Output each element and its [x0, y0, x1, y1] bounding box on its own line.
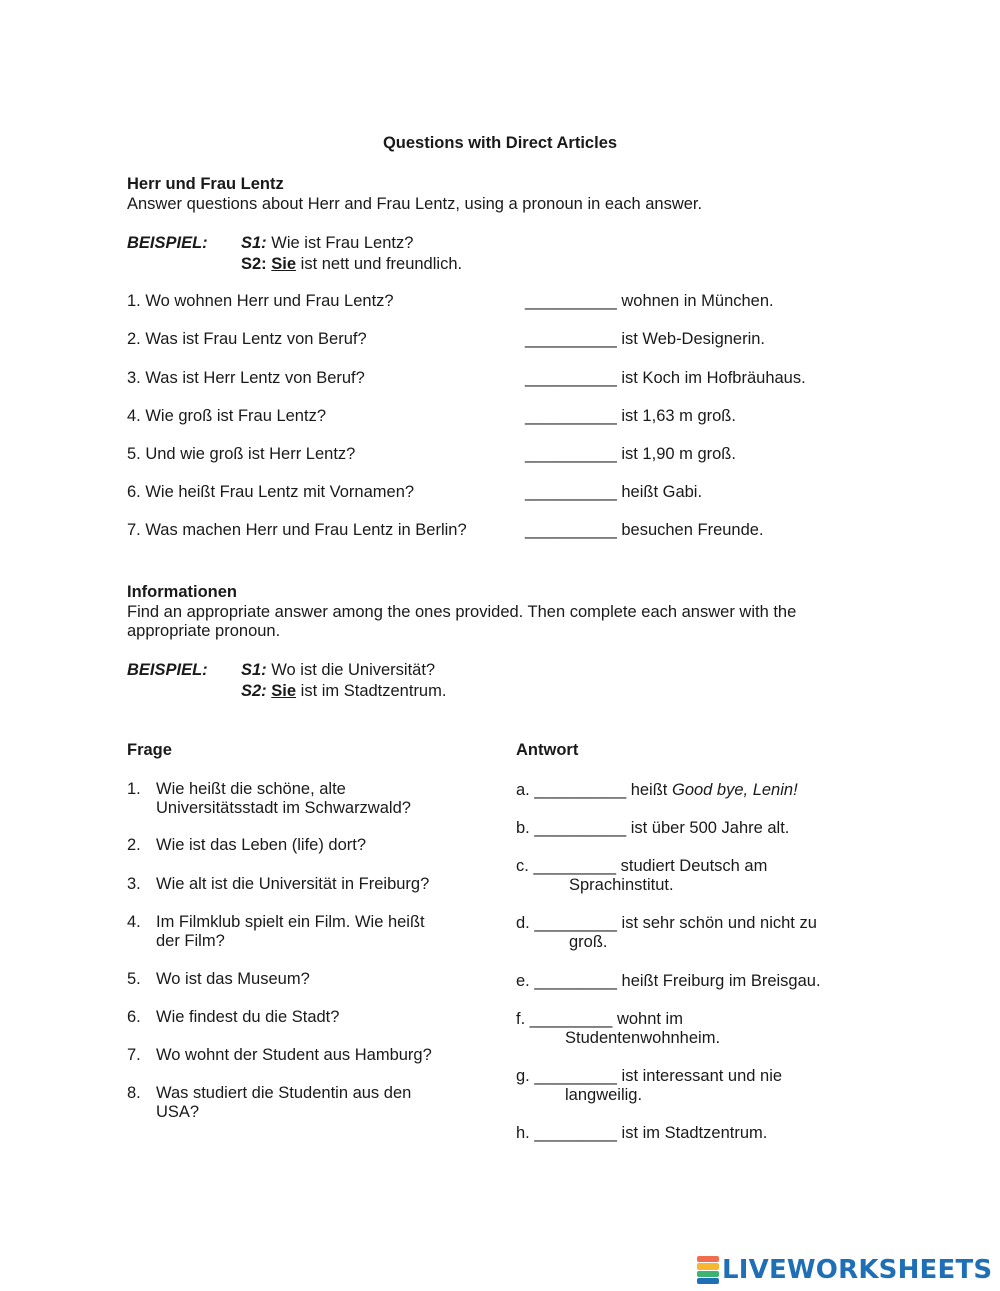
answer-option: [516, 913, 817, 933]
answer-text: ist interessant und nie: [616, 1067, 783, 1085]
question-text: Wie findest du die Stadt?: [156, 1008, 340, 1026]
answer-letter: c.: [516, 857, 529, 875]
answer-text: ist Web-Designerin.: [616, 330, 766, 348]
question-number: 1.: [127, 780, 141, 798]
answer-film-title: Good bye, Lenin!: [671, 781, 798, 799]
answer-text: heißt: [626, 781, 672, 799]
s2-text: ist im Stadtzentrum.: [296, 682, 447, 700]
question-text: Wo wohnt der Student aus Hamburg?: [156, 1046, 432, 1064]
question-number: 2.: [127, 836, 141, 854]
example1-label: BEISPIEL:: [127, 234, 208, 252]
answer-line: [525, 520, 764, 540]
section1-heading: Herr und Frau Lentz: [127, 175, 284, 193]
s1-label: S1:: [241, 661, 267, 679]
answer-line: [525, 368, 806, 388]
answer-text: heißt Freiburg im Breisgau.: [616, 972, 821, 990]
example2-s2: [241, 681, 446, 701]
answer-blank[interactable]: __________: [525, 445, 617, 463]
section2-instructions-1: Find an appropriate answer among the ones provided. Then complete each answer with the: [127, 603, 797, 621]
answer-letter: d.: [516, 914, 530, 932]
question-text: Wie ist das Leben (life) dort?: [156, 836, 367, 854]
s1-text: Wo ist die Universität?: [266, 661, 436, 679]
answer-text-continued: Studentenwohnheim.: [565, 1029, 721, 1047]
s2-pronoun: Sie: [271, 682, 297, 700]
logo-color-block: [697, 1271, 719, 1277]
liveworksheets-logo: [697, 1253, 992, 1287]
answer-blank[interactable]: _________: [534, 1124, 617, 1142]
answer-blank[interactable]: __________: [525, 483, 617, 501]
column-frage-heading: Frage: [127, 741, 172, 759]
question-text: Im Filmklub spielt ein Film. Wie heißt: [156, 913, 425, 931]
answer-letter: f.: [516, 1010, 526, 1028]
s2-label: S2:: [241, 255, 267, 273]
logo-color-block: [697, 1256, 719, 1262]
answer-blank[interactable]: __________: [525, 330, 617, 348]
answer-option: [516, 856, 767, 876]
answer-letter: g.: [516, 1067, 530, 1085]
question-text: 2. Was ist Frau Lentz von Beruf?: [127, 330, 367, 348]
example1-s1: [241, 233, 413, 253]
question-number: 5.: [127, 970, 141, 988]
answer-line: [525, 482, 702, 502]
column-antwort-heading: Antwort: [516, 741, 579, 759]
s1-label: S1:: [241, 234, 267, 252]
answer-blank[interactable]: __________: [525, 292, 617, 310]
answer-option: [516, 971, 821, 991]
answer-option: [516, 1123, 767, 1143]
question-text: 5. Und wie groß ist Herr Lentz?: [127, 445, 356, 463]
answer-blank[interactable]: __________: [525, 521, 617, 539]
answer-blank[interactable]: __________: [525, 369, 617, 387]
question-number: 3.: [127, 875, 141, 893]
answer-text: besuchen Freunde.: [616, 521, 764, 539]
s2-pronoun: Sie: [271, 255, 297, 273]
answer-blank[interactable]: _________: [534, 1067, 617, 1085]
answer-text: studiert Deutsch am: [616, 857, 768, 875]
answer-text: ist sehr schön und nicht zu: [616, 914, 817, 932]
answer-text: heißt Gabi.: [616, 483, 703, 501]
answer-letter: e.: [516, 972, 530, 990]
answer-option: [516, 818, 789, 838]
question-number: 7.: [127, 1046, 141, 1064]
answer-blank[interactable]: __________: [525, 407, 617, 425]
question-text: Wo ist das Museum?: [156, 970, 310, 988]
answer-blank[interactable]: _________: [534, 914, 617, 932]
logo-color-block: [697, 1278, 719, 1284]
example1-s2: [241, 254, 462, 274]
answer-text: wohnt im: [612, 1010, 683, 1028]
question-text: 3. Was ist Herr Lentz von Beruf?: [127, 369, 365, 387]
answer-option: [516, 1066, 782, 1086]
answer-blank[interactable]: __________: [534, 781, 627, 799]
answer-line: [525, 291, 774, 311]
answer-option: [516, 1009, 683, 1029]
question-text: 7. Was machen Herr und Frau Lentz in Berlin?: [127, 521, 467, 539]
section2-heading: Informationen: [127, 583, 237, 601]
question-number: 4.: [127, 913, 141, 931]
answer-letter: h.: [516, 1124, 530, 1142]
s2-text: ist nett und freundlich.: [296, 255, 463, 273]
answer-text-continued: groß.: [569, 933, 608, 951]
question-number: 8.: [127, 1084, 141, 1102]
s1-text: Wie ist Frau Lentz?: [266, 234, 414, 252]
answer-line: [525, 444, 736, 464]
question-text: Wie alt ist die Universität in Freiburg?: [156, 875, 430, 893]
s2-label: S2:: [241, 682, 267, 700]
page-title: Questions with Direct Articles: [382, 134, 618, 152]
logo-text: LIVEWORKSHEETS: [722, 1255, 993, 1285]
answer-option: [516, 780, 798, 800]
answer-text: ist Koch im Hofbräuhaus.: [616, 369, 806, 387]
answer-blank[interactable]: _________: [534, 972, 617, 990]
section1-instructions: Answer questions about Herr and Frau Lentz, using a pronoun in each answer.: [127, 195, 703, 213]
answer-blank[interactable]: _________: [529, 1010, 613, 1028]
example2-label: BEISPIEL:: [127, 661, 208, 679]
question-text-continued: der Film?: [156, 932, 225, 950]
answer-text: ist im Stadtzentrum.: [616, 1124, 768, 1142]
answer-text-continued: langweilig.: [565, 1086, 643, 1104]
question-number: 6.: [127, 1008, 141, 1026]
answer-line: [525, 406, 736, 426]
section2-instructions-2: appropriate pronoun.: [127, 622, 281, 640]
logo-icon: [697, 1256, 719, 1284]
answer-blank[interactable]: __________: [534, 819, 627, 837]
question-text: 4. Wie groß ist Frau Lentz?: [127, 407, 326, 425]
answer-text: wohnen in München.: [616, 292, 774, 310]
question-text: Was studiert die Studentin aus den: [156, 1084, 412, 1102]
question-text-continued: USA?: [156, 1103, 200, 1121]
answer-text: ist 1,63 m groß.: [616, 407, 736, 425]
answer-line: [525, 329, 765, 349]
question-text: Wie heißt die schöne, alte: [156, 780, 346, 798]
answer-text-continued: Sprachinstitut.: [569, 876, 674, 894]
logo-color-block: [697, 1263, 719, 1269]
answer-letter: a.: [516, 781, 530, 799]
answer-text: ist 1,90 m groß.: [616, 445, 736, 463]
answer-letter: b.: [516, 819, 530, 837]
answer-blank[interactable]: _________: [533, 857, 617, 875]
question-text-continued: Universitätsstadt im Schwarzwald?: [156, 799, 411, 817]
example2-s1: [241, 660, 435, 680]
question-text: 1. Wo wohnen Herr und Frau Lentz?: [127, 292, 394, 310]
question-text: 6. Wie heißt Frau Lentz mit Vornamen?: [127, 483, 415, 501]
answer-text: ist über 500 Jahre alt.: [626, 819, 790, 837]
